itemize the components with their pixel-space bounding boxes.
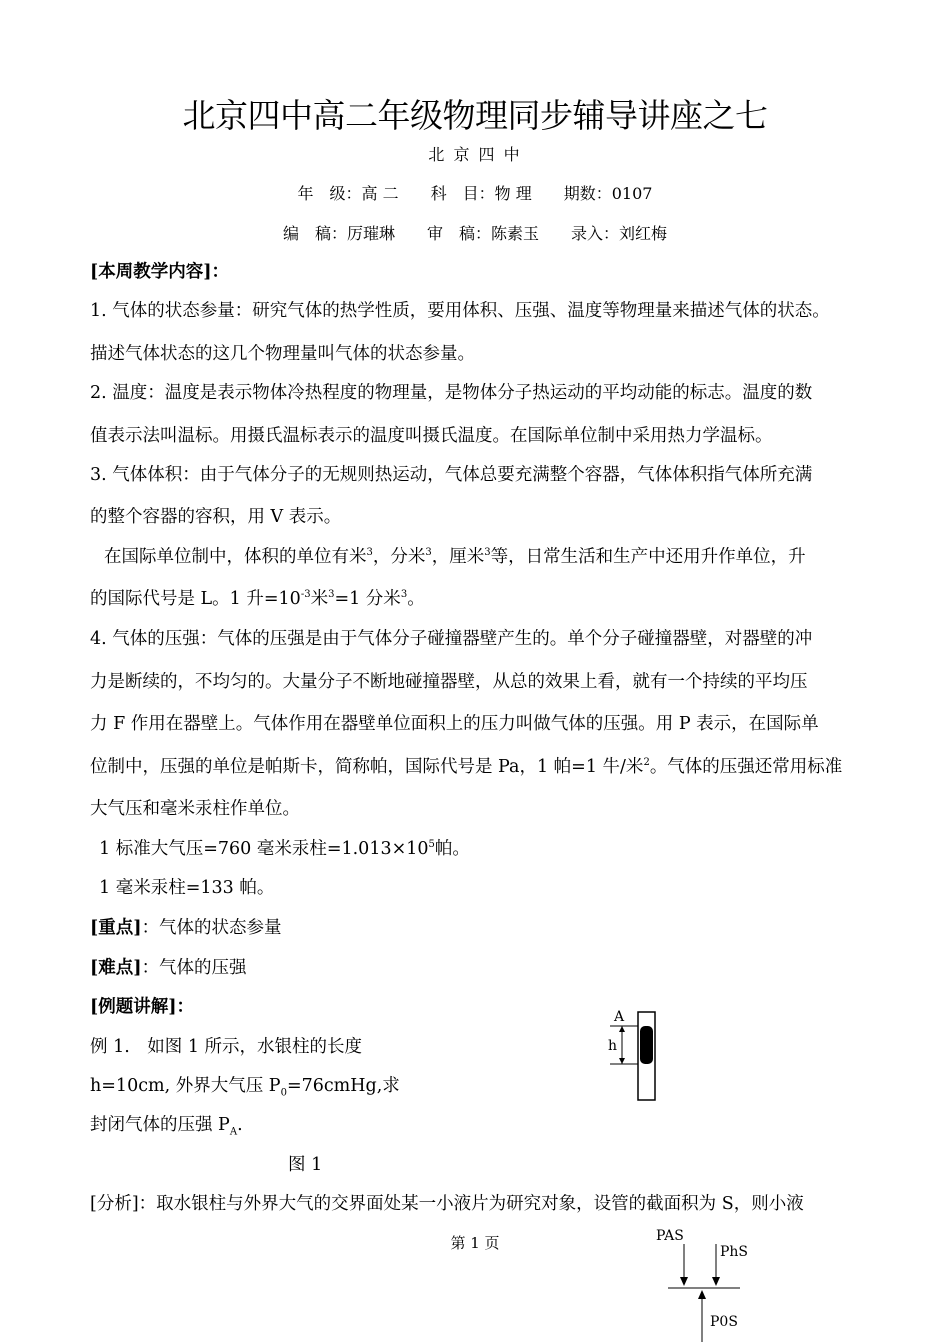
paragraph-temperature-1: 2. 温度：温度是表示物体冷热程度的物理量，是物体分子热运动的平均动能的标志。温度的数 <box>90 383 813 403</box>
page-title: 北京四中高二年级物理同步辅导讲座之七 <box>182 96 768 135</box>
figure2-label-pas: PAS <box>656 1228 684 1244</box>
figure2-label-p0s: P0S <box>710 1314 738 1330</box>
meta-editors: 编 稿：厉璀琳 审 稿：陈素玉 录入：刘红梅 <box>282 224 667 243</box>
difficult-point: [难点]：气体的压强 <box>90 958 247 978</box>
paragraph-pressure-3: 力 F 作用在器壁上。气体作用在器壁单位面积上的压力叫做气体的压强。用 P 表示，在国际单 <box>90 714 819 734</box>
section-heading-examples: [例题讲解]： <box>90 997 195 1017</box>
paragraph-volume-liter: 的国际代号是 L。1 升$=10^{-3}$米$^3$=1 分米$^3$。 <box>90 589 425 609</box>
meta-grade-subject: 年 级：高 二 科 目：物 理 期数：0107 <box>297 184 653 203</box>
key-point: [重点]：气体的状态参量 <box>90 918 282 938</box>
figure1-label-h: h <box>608 1038 618 1054</box>
figure1-caption: 图 1 <box>288 1155 323 1175</box>
section-heading-content: [本周教学内容]： <box>90 262 230 282</box>
figure1-label-a: A <box>614 1009 625 1025</box>
example1-line1: 例 1. 如图 1 所示，水银柱的长度 <box>90 1037 363 1057</box>
paragraph-pressure-2: 力是断续的，不均匀的。大量分子不断地碰撞器壁，从总的效果上看，就有一个持续的平均压 <box>90 672 808 692</box>
figure2-label-phs: PhS <box>720 1244 749 1260</box>
formula-mmhg: 1 毫米汞柱=133 帕。 <box>99 878 275 898</box>
example1-line3: 封闭气体的压强 $P_A$. <box>90 1115 243 1138</box>
figure1-tube-diagram <box>600 1002 670 1102</box>
page-footer: 第 1 页 <box>450 1234 500 1252</box>
paragraph-volume-1: 3. 气体体积：由于气体分子的无规则热运动，气体总要充满整个容器，气体体积指气体所充满 <box>90 465 813 485</box>
formula-standard-atm: 1 标准大气压=760 毫米汞柱$=1.013\times 10^5$帕。 <box>99 839 470 859</box>
example1-line2: h=10cm, 外界大气压 $P_0=76cmHg$,求 <box>90 1076 400 1099</box>
school-name: 北 京 四 中 <box>428 145 522 164</box>
paragraph-pressure-4: 位制中，压强的单位是帕斯卡，简称帕，国际代号是 Pa，1 帕=1 牛/米$^2$。气体的压强还常用标准 <box>90 757 843 777</box>
figure2-force-diagram <box>650 1222 760 1342</box>
paragraph-volume-2: 的整个容器的容积，用 V 表示。 <box>90 507 342 527</box>
paragraph-volume-units: 在国际单位制中，体积的单位有米$^3$，分米$^3$，厘米$^3$等，日常生活和生产中还用升作单位，升 <box>104 547 806 567</box>
paragraph-state-params-2: 描述气体状态的这几个物理量叫气体的状态参量。 <box>90 344 475 364</box>
analysis-text: [分析]：取水银柱与外界大气的交界面处某一小液片为研究对象，设管的截面积为 S，则小液 <box>90 1194 804 1214</box>
paragraph-state-params-1: 1. 气体的状态参量：研究气体的热学性质，要用体积、压强、温度等物理量来描述气体的状态。 <box>90 301 830 321</box>
paragraph-pressure-5: 大气压和毫米汞柱作单位。 <box>90 799 300 819</box>
paragraph-pressure-1: 4. 气体的压强：气体的压强是由于气体分子碰撞器壁产生的。单个分子碰撞器壁，对器壁的冲 <box>90 629 813 649</box>
paragraph-temperature-2: 值表示法叫温标。用摄氏温标表示的温度叫摄氏温度。在国际单位制中采用热力学温标。 <box>90 426 773 446</box>
